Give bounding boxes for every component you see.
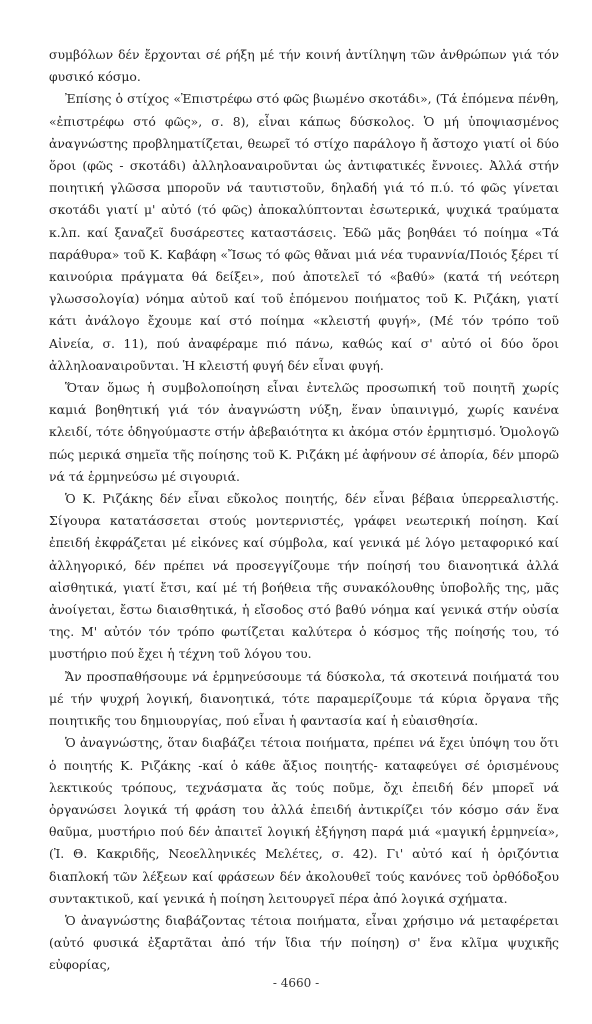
page-number: - 4660 -: [272, 976, 320, 990]
paragraph: Ἄν προσπαθήσουμε νά ἑρμηνεύσουμε τά δύσκολα, τά σκοτεινά ποιήματά του μέ τήν ψυχρή λογική, διανοητικά, τότε παραμερίζουμε τά κύρια ὄργανα τῆς ποιητικῆς του δημιουργίας, πού εἶναι ἡ φαντασία καί ἡ εὐαισθησία.: [49, 668, 559, 729]
paragraph: Ὁ ἀναγνώστης, ὅταν διαβάζει τέτοια ποιήματα, πρέπει νά ἔχει ὑπόψη του ὅτι ὁ ποιητής Κ. Ριζάκης -καί ὁ κάθε ἄξιος ποιητής- καταφεύγει σέ ὁρισμένους λεκτικούς τρόπους, τεχνάσματα ἄς τούς ποῦμε, ὄχι ἐπειδή δέν μπορεῖ νά ὀργανώσει λογικά τή φράση του ἀλλά ἐπειδή ἀντικρίζει τόν κόσμο σάν ἕνα θαῦμα, μυστήριο πού δέν ἀπαιτεῖ λογική ἐξήγηση παρά μιά «μαγική ἑρμηνεία», (Ἰ. Θ. Κακριδῆς, Νεοελληνικές Μελέτες, σ. 42). Γι' αὐτό καί ἡ ὁριζόντια διαπλοκή τῶν λέξεων καί φράσεων δέν ἀκολουθεῖ τούς κανόνες τοῦ ὀρθόδοξου συντακτικοῦ, καί γενικά ἡ ποίηση λειτουργεῖ πέρα ἀπό λογικά σχήματα.: [49, 735, 559, 906]
paragraph: Ἐπίσης ὁ στίχος «Ἐπιστρέφω στό φῶς βιωμένο σκοτάδι», (Τά ἑπόμενα πένθη, «ἐπιστρέφω στό φῶς», σ. 8), εἶναι κάπως δύσκολος. Ὁ μή ὑποψιασμένος ἀναγνώστης προβληματίζεται, θεωρεῖ τό στίχο παράλογο ἤ ἄστοχο γιατί οἱ δύο ὅροι (φῶς - σκοτάδι) ἀλληλοαναιροῦνται ὡς ἀντιφατικές ἔννοιες. Ἀλλά στήν ποιητική γλῶσσα μποροῦν νά ταυτιστοῦν, δηλαδή γιά τό π.ύ. τό φῶς γίνεται σκοτάδι γιατί μ' αὐτό (τό φῶς) ἀποκαλύπτονται ἐσωτερικά, ψυχικά τραύματα κ.λπ. καί ξαναζεῖ δυσάρεστες καταστάσεις. Ἐδῶ μᾶς βοηθάει τό ποίημα «Τά παράθυρα» τοῦ Κ. Καβάφη «Ἴσως τό φῶς θἄναι μιά νέα τυραννία/Ποιός ξέρει τί καινούρια πράγματα θά δείξει», πού ἀποτελεῖ τό «βαθύ» (κατά τή νεότερη γλωσσολογία) νόημα αὐτοῦ καί τοῦ ἑπόμενου ποιήματος τοῦ Κ. Ριζάκη, γιατί κάτι ἀνάλογο ἔχουμε καί στό ποίημα «κλειστή φυγή», (Μέ τόν τρόπο τοῦ Αἰνεία, σ. 11), πού ἀναφέραμε πιό πάνω, καθώς καί σ' αὐτό οἱ δύο ὅροι ἀλληλοαναιροῦνται. Ἡ κλειστή φυγή δέν εἶναι φυγή.: [49, 91, 559, 373]
page-body: [49, 44, 559, 977]
paragraph: Ὁ ἀναγνώστης διαβάζοντας τέτοια ποιήματα, εἶναι χρήσιμο νά μεταφέρεται (αὐτό φυσικά ἐξαρτᾶται ἀπό τήν ἴδια τήν ποίηση) σ' ἕνα κλῖμα ψυχικῆς εὐφορίας,: [49, 912, 559, 973]
paragraph: συμβόλων δέν ἔρχονται σέ ρήξη μέ τήν κοινή ἀντίληψη τῶν ἀνθρώπων γιά τόν φυσικό κόσμο.: [49, 47, 559, 85]
paragraph: Ὅταν ὅμως ἡ συμβολοποίηση εἶναι ἐντελῶς προσωπική τοῦ ποιητῆ χωρίς καμιά βοηθητική γιά τόν ἀναγνώστη νύξη, ἕναν ὑπαινιγμό, χωρίς κανένα κλειδί, τότε ὁδηγούμαστε στήν ἀβεβαιότητα κι ἀκόμα στόν ἑρμητισμό. Ὁμολογῶ πώς μερικά σημεῖα τῆς ποίησης τοῦ Κ. Ριζάκη μέ ἀφήνουν σέ ἀπορία, δέν μπορῶ νά τά ἑρμηνεύσω μέ σιγουριά.: [49, 380, 559, 484]
paragraph: Ὁ Κ. Ριζάκης δέν εἶναι εὔκολος ποιητής, δέν εἶναι βέβαια ὑπερρεαλιστής. Σίγουρα κατατάσσεται στούς μοντερνιστές, γράφει νεωτερική ποίηση. Καί ἐπειδή ἐκφράζεται μέ εἰκόνες καί σύμβολα, καί γενικά μέ λόγο μεταφορικό καί ἀλληγορικό, δέν πρέπει νά προσεγγίζουμε τήν ποίησή του διανοητικά ἀλλά αἰσθητικά, γιατί ἔτσι, καί μέ τή βοήθεια τῆς συνακόλουθης ὑποβολῆς της, μᾶς ἀνοίγεται, ἔστω διαισθητικά, ἡ εἴσοδος στό βαθύ νόημα καί γενικά στήν οὐσία της. Μ' αὐτόν τόν τρόπο φωτίζεται καλύτερα ὁ κόσμος τῆς ποίησής του, τό μυστήριο πού ἔχει ἡ τέχνη τοῦ λόγου του.: [49, 491, 559, 662]
